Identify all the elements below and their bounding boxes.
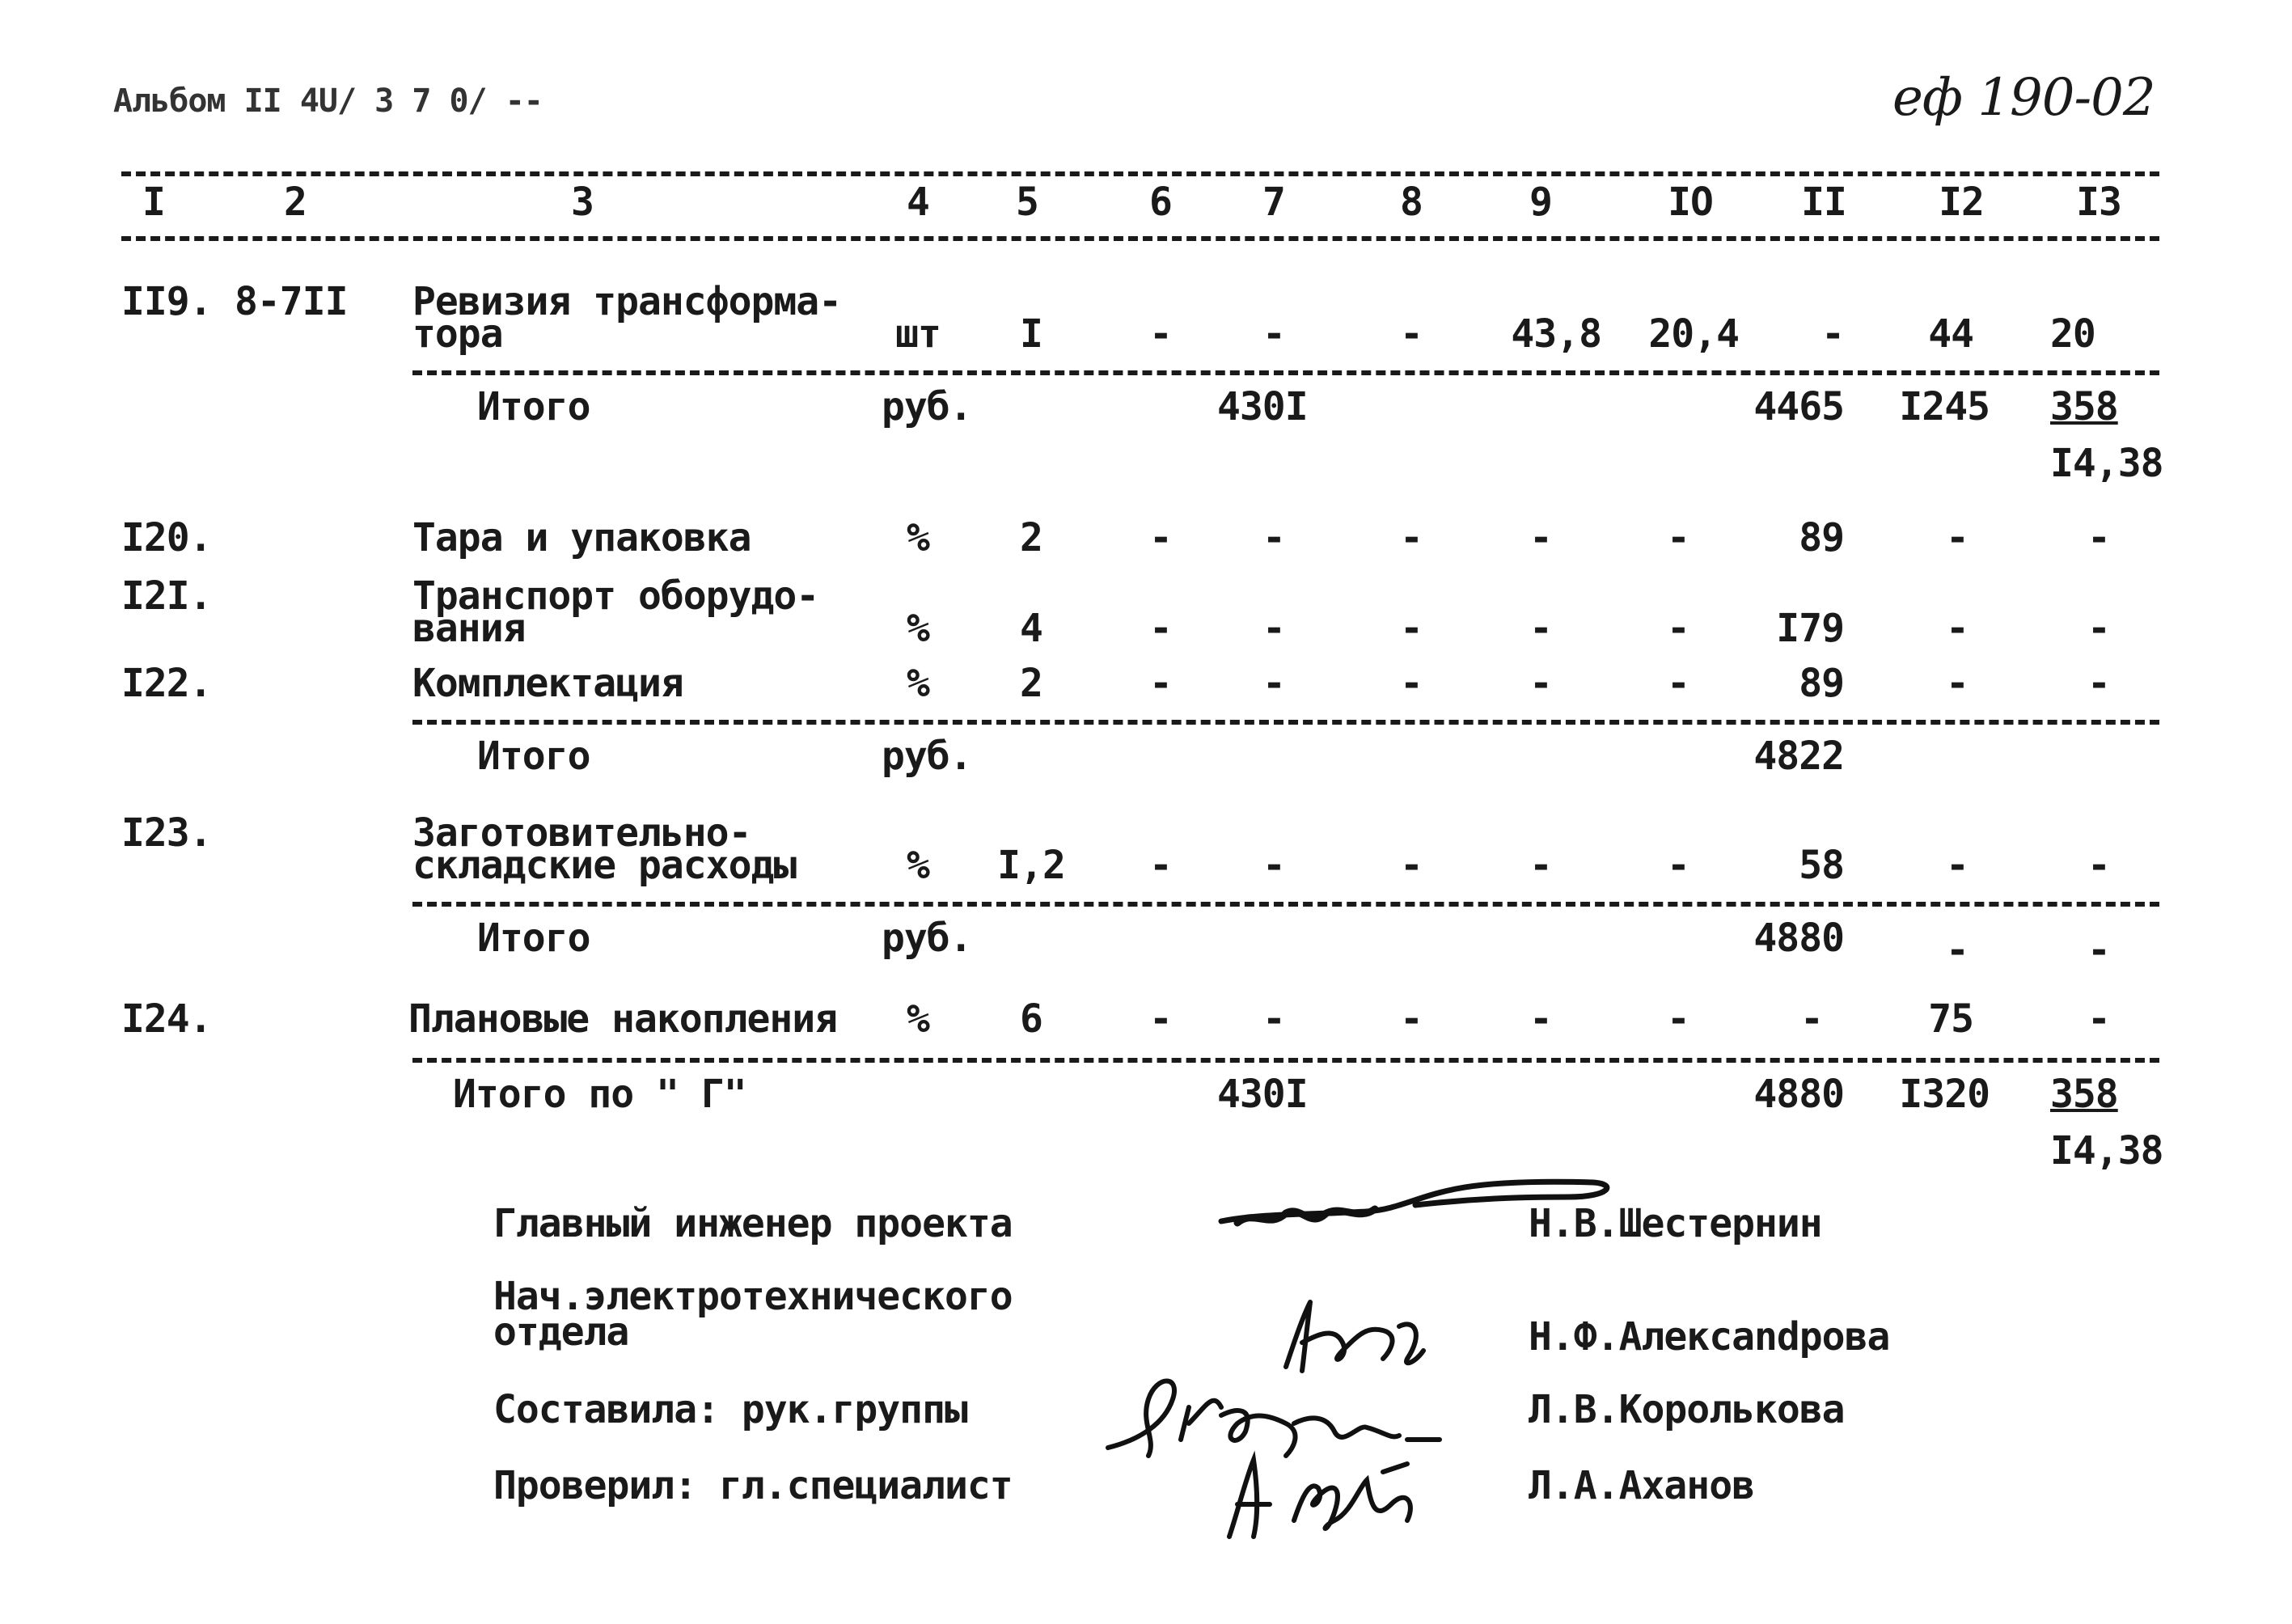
total-label: Итого (477, 916, 590, 961)
row-name: Комплектация (412, 661, 683, 706)
cell-c13: - (2087, 515, 2110, 560)
row-number: I23. (121, 810, 212, 856)
cell-c9: - (1529, 843, 1552, 888)
cell-c11: 4465 (1753, 384, 1844, 429)
cell-c6: - (1149, 843, 1172, 888)
cell-c10: - (1667, 515, 1689, 560)
cell-c6: - (1149, 606, 1172, 651)
total-unit: руб. (882, 384, 972, 429)
row-code: 8-7II (235, 279, 348, 324)
row-name-line2: тора (412, 311, 503, 357)
cell-c13: - (2087, 843, 2110, 888)
cell-c6: - (1149, 311, 1172, 357)
col-3-header: 3 (571, 180, 594, 225)
row-name-line1: Транспорт оборудо- (412, 573, 819, 619)
col-1-header: I (142, 180, 165, 225)
total-unit: руб. (882, 916, 972, 961)
cell-c6: - (1149, 996, 1172, 1042)
row-name: Тара и упаковка (412, 515, 751, 560)
cell-c8: - (1400, 515, 1423, 560)
row-unit: % (907, 843, 929, 888)
cell-c6: - (1149, 515, 1172, 560)
cell-c12: - (1946, 928, 1968, 973)
cell-c13: - (2087, 606, 2110, 651)
signature-chief-engineer (1213, 1165, 1618, 1262)
cell-c12: - (1946, 606, 1968, 651)
header-bottom-rule (121, 236, 2159, 241)
row-name-line1: Ревизия трансформа- (412, 279, 842, 324)
cell-c12: 75 (1928, 996, 1973, 1042)
col-10-header: IO (1668, 180, 1713, 225)
row-number: I2I. (121, 573, 212, 619)
signatory-name: Л.В.Королькова (1529, 1387, 1845, 1432)
row-unit: шт (895, 311, 941, 357)
cell-c9: - (1529, 661, 1552, 706)
total-unit: руб. (882, 734, 972, 779)
signature-checker (1205, 1448, 1448, 1545)
cell-c12: - (1946, 843, 1968, 888)
row-rule (412, 720, 2159, 725)
cell-c13: - (2087, 661, 2110, 706)
col-8-header: 8 (1400, 180, 1423, 225)
cell-c5: I,2 (997, 843, 1065, 888)
cell-c10: 20,4 (1648, 311, 1739, 357)
signatory-role: Главный инженер проекта (493, 1201, 1013, 1246)
cell-c10: - (1667, 996, 1689, 1042)
cell-c5: 4 (1020, 606, 1042, 651)
col-5-header: 5 (1016, 180, 1038, 225)
cell-c11: - (1821, 311, 1844, 357)
cell-c10: - (1667, 843, 1689, 888)
document-code: еф 190-02 (1892, 68, 2155, 128)
cell-c13-top: 358 (2050, 1072, 2118, 1117)
album-note: Альбом II 4U/ 3 7 0/ -- (113, 82, 543, 120)
cell-c7: - (1262, 515, 1285, 560)
cell-c9: - (1529, 606, 1552, 651)
col-7-header: 7 (1262, 180, 1285, 225)
cell-c12: I320 (1899, 1072, 1990, 1117)
cell-c7: - (1262, 311, 1285, 357)
row-number: I22. (121, 661, 212, 706)
cell-c13: - (2087, 928, 2110, 973)
row-rule (412, 1058, 2159, 1063)
col-9-header: 9 (1529, 180, 1552, 225)
cell-c13: 20 (2050, 311, 2095, 357)
total-label: Итого по " Г" (453, 1072, 746, 1117)
header-top-rule (121, 171, 2159, 176)
row-unit: % (907, 515, 929, 560)
cell-c8: - (1400, 996, 1423, 1042)
cell-c5: 2 (1020, 661, 1042, 706)
cell-c7: - (1262, 606, 1285, 651)
signatory-role-line1: Нач.электротехнического (493, 1274, 1013, 1319)
cell-c11: 89 (1799, 661, 1844, 706)
cell-c12: - (1946, 515, 1968, 560)
cell-c13-bottom: I4,38 (2050, 1128, 2163, 1174)
cell-c12: - (1946, 661, 1968, 706)
cell-c9: - (1529, 515, 1552, 560)
signatory-role: Проверил: гл.специалист (493, 1463, 1013, 1508)
row-number: I24. (121, 996, 212, 1042)
cell-c7: - (1262, 661, 1285, 706)
cell-c5: 2 (1020, 515, 1042, 560)
cell-c13-bottom: I4,38 (2050, 441, 2163, 486)
row-name: Плановые накопления (408, 996, 838, 1042)
signatory-role: Составила: рук.группы (493, 1387, 967, 1432)
cell-c11: 4822 (1753, 734, 1844, 779)
cell-c5: 6 (1020, 996, 1042, 1042)
cell-c12: I245 (1899, 384, 1990, 429)
cell-c8: - (1400, 311, 1423, 357)
cell-c7: 430I (1217, 384, 1308, 429)
total-label: Итого (477, 734, 590, 779)
row-unit: % (907, 661, 929, 706)
cell-c13-top: 358 (2050, 384, 2118, 429)
row-name-line2: складские расходы (412, 843, 797, 888)
cell-c9: 43,8 (1511, 311, 1601, 357)
row-rule (412, 370, 2159, 375)
cell-c8: - (1400, 661, 1423, 706)
cell-c12: 44 (1928, 311, 1973, 357)
cell-c7: - (1262, 843, 1285, 888)
row-rule (412, 902, 2159, 907)
row-number: I20. (121, 515, 212, 560)
signatory-name: Н.Ф.Алексаndрова (1529, 1314, 1890, 1360)
col-13-header: I3 (2076, 180, 2121, 225)
col-12-header: I2 (1939, 180, 1984, 225)
cell-c11: - (1800, 996, 1823, 1042)
cell-c10: - (1667, 606, 1689, 651)
cell-c11: 4880 (1753, 1072, 1844, 1117)
cell-c7: 430I (1217, 1072, 1308, 1117)
cell-c11: 4880 (1753, 916, 1844, 961)
row-unit: % (907, 606, 929, 651)
signatory-name: Н.В.Шестернин (1529, 1201, 1822, 1246)
signatory-name: Л.А.Аханов (1529, 1463, 1754, 1508)
col-4-header: 4 (907, 180, 929, 225)
col-11-header: II (1801, 180, 1846, 225)
col-2-header: 2 (284, 180, 307, 225)
cell-c6: - (1149, 661, 1172, 706)
row-name-line2: вания (412, 606, 526, 651)
cell-c13: - (2087, 996, 2110, 1042)
col-6-header: 6 (1149, 180, 1172, 225)
cell-c7: - (1262, 996, 1285, 1042)
signatory-role-line2: отдела (493, 1309, 629, 1355)
cell-c8: - (1400, 843, 1423, 888)
cell-c5: I (1020, 311, 1042, 357)
row-unit: % (907, 996, 929, 1042)
cell-c10: - (1667, 661, 1689, 706)
row-number: II9. (121, 279, 212, 324)
cell-c11: I79 (1776, 606, 1844, 651)
total-label: Итого (477, 384, 590, 429)
row-name-line1: Заготовительно- (412, 810, 751, 856)
cell-c8: - (1400, 606, 1423, 651)
cell-c11: 58 (1799, 843, 1844, 888)
cell-c11: 89 (1799, 515, 1844, 560)
cell-c9: - (1529, 996, 1552, 1042)
